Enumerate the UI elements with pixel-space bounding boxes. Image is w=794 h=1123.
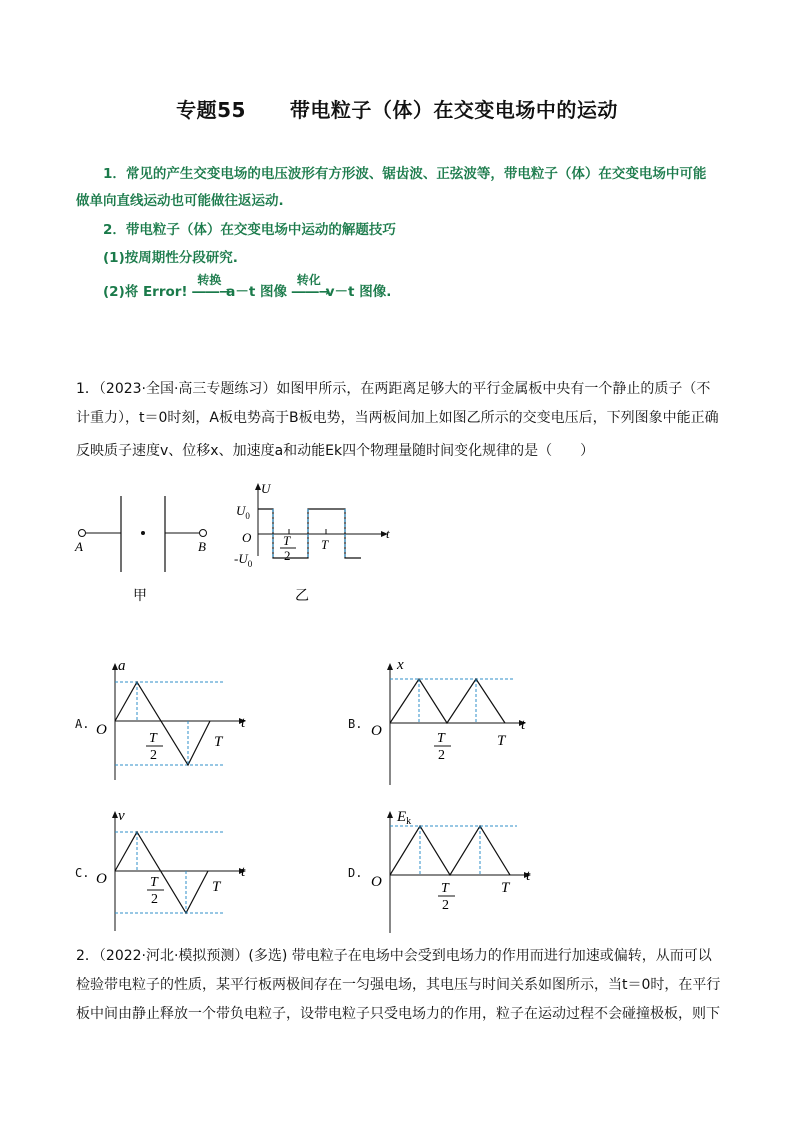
svg-text:O: O <box>371 723 382 739</box>
svg-text:t: t <box>241 715 246 731</box>
origin-label: O <box>242 530 252 545</box>
svg-text:T: T <box>437 731 445 746</box>
svg-text:O: O <box>96 722 107 738</box>
svg-text:O: O <box>371 874 382 890</box>
q1-line-2: 计重力），t＝0时刻，A板电势高于B板电势，当两板间加上如图乙所示的交变电压后，下列图象中能正确 <box>76 410 719 426</box>
svg-text:2: 2 <box>438 748 445 763</box>
svg-text:t: t <box>526 868 531 884</box>
plate-b-label: B <box>198 539 206 554</box>
u0-label: $U_0$ <box>236 503 250 521</box>
q2-line-3: 板中间由静止释放一个带负电粒子，设带电粒子只受电场力的作用，粒子在运动过程不会碰撞极板，则下 <box>76 1006 720 1022</box>
half-t-num: T <box>283 533 291 548</box>
svg-text:Ek: $E_k$ <box>397 809 412 827</box>
svg-text:2: 2 <box>151 892 158 907</box>
title-number: 专题55 <box>176 98 246 122</box>
option-d-letter[interactable]: D. <box>348 866 363 880</box>
intro-line-3: 2．带电粒子（体）在交变电场中运动的解题技巧 <box>103 222 396 238</box>
fig-yi-label: 乙 <box>295 589 309 604</box>
option-b-graph[interactable] <box>365 655 540 785</box>
svg-text:a: a <box>118 658 126 674</box>
option-a-letter[interactable]: A. <box>75 717 90 731</box>
convert-arrow-1: 转换 ――→ <box>192 273 231 300</box>
q2-line-2: 检验带电粒子的性质，某平行板两极间存在一匀强电场，其电压与时间关系如图所示，当t＝0时，在平行 <box>76 977 721 993</box>
figure-yi <box>228 478 408 608</box>
svg-text:T: T <box>149 731 157 746</box>
t-axis-label: t <box>386 526 390 541</box>
svg-text:2: 2 <box>442 898 449 913</box>
neg-u0-label: $-U_0$ <box>234 551 253 569</box>
svg-text:t: t <box>521 717 526 733</box>
svg-text:t: t <box>241 864 246 880</box>
fig-jia-label: 甲 <box>133 589 147 604</box>
svg-text:T: T <box>150 875 158 890</box>
option-c-graph[interactable] <box>90 803 260 933</box>
error-text: Error! <box>142 284 188 300</box>
intro-line-2: 做单向直线运动也可能做往返运动. <box>76 193 284 209</box>
convert-arrow-2: 转化 ――→ <box>291 273 331 300</box>
option-c-letter[interactable]: C. <box>75 866 90 880</box>
svg-text:T: T <box>441 881 449 896</box>
figure-jia <box>70 490 220 610</box>
svg-text:T: T <box>497 733 506 749</box>
option-d-graph[interactable] <box>365 803 540 933</box>
svg-text:T: T <box>212 879 221 895</box>
intro-line-1: 1．常见的产生交变电场的电压波形有方形波、锯齿波、正弦波等，带电粒子（体）在交变电场中可能 <box>103 166 707 182</box>
svg-text:T: T <box>214 734 223 750</box>
option-a-graph[interactable] <box>90 655 260 785</box>
q1-line-1: 1．（2023·全国·高三专题练习）如图甲所示，在两距离足够大的平行金属板中央有一个静止的质子（不 <box>76 381 711 397</box>
q2-line-1: 2．（2022·河北·模拟预测）(多选) 带电粒子在电场中会受到电场力的作用而进行加速或偏转，从而可以 <box>76 948 712 964</box>
svg-text:2: 2 <box>150 748 157 763</box>
plate-a-label: A <box>75 539 83 554</box>
intro-line-4: (1)按周期性分段研究. <box>103 250 238 266</box>
q1-line-3: 反映质子速度v、位移x、加速度a和动能Ek四个物理量随时间变化规律的是（ ） <box>76 443 595 459</box>
page-title <box>0 94 794 123</box>
intro-line-5: (2)将 Error! 转换 ――→a－t 图像 转化 ――→v－t 图像. <box>103 273 392 300</box>
option-b-letter[interactable]: B. <box>348 717 363 731</box>
half-t-den: 2 <box>284 548 291 563</box>
svg-text:x: x <box>397 657 404 673</box>
svg-text:O: O <box>96 871 107 887</box>
u-axis-label: U <box>261 481 271 496</box>
t-period-label: T <box>321 537 329 552</box>
svg-text:v: v <box>118 808 125 824</box>
svg-text:T: T <box>501 880 510 896</box>
title-text: 带电粒子（体）在交变电场中的运动 <box>289 98 618 122</box>
